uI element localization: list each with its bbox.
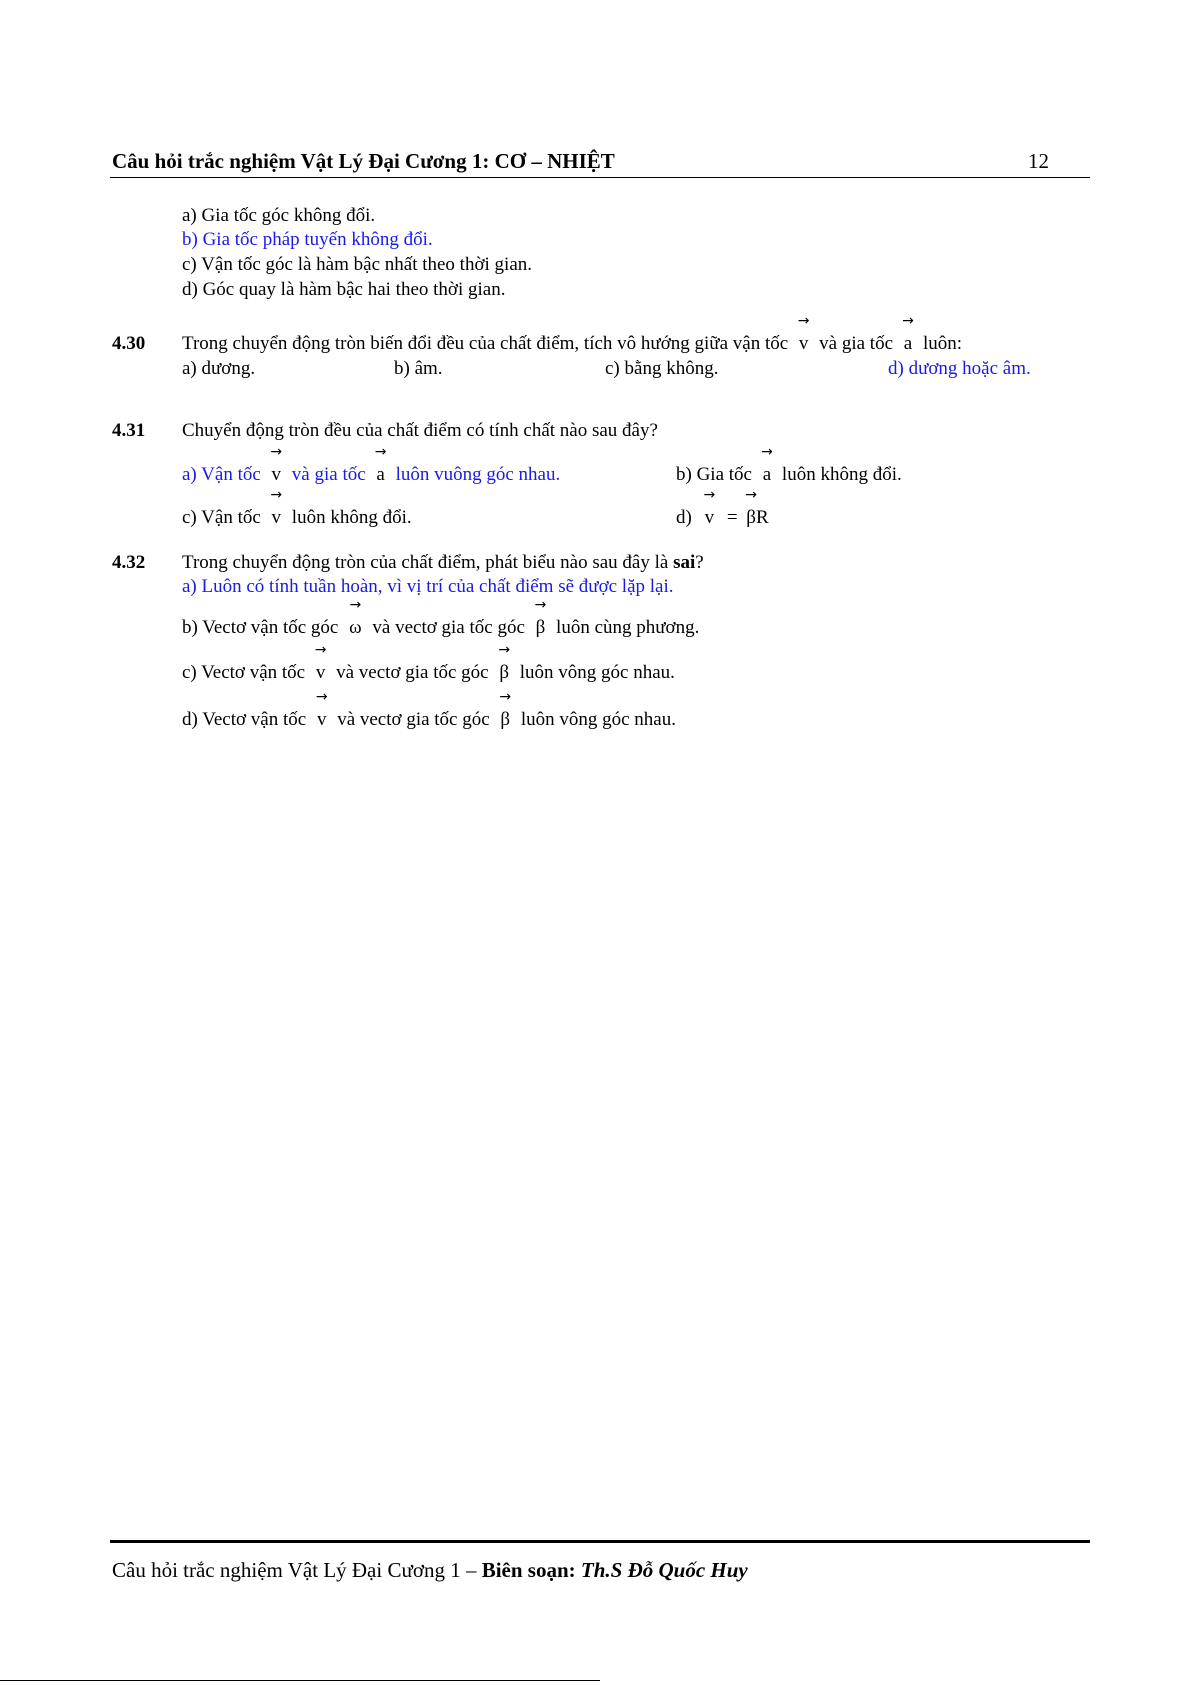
vector-arrow-icon: → — [314, 642, 327, 658]
vector-arrow-icon: → — [498, 642, 511, 658]
question-number-4-32: 4.32 — [112, 552, 146, 573]
page-header-title: Câu hỏi trắc nghiệm Vật Lý Đại Cương 1: CƠ – NHIỆT — [112, 149, 615, 173]
vector-arrow-icon: → — [499, 689, 512, 705]
vector-a — [761, 444, 773, 486]
vector-beta — [745, 487, 757, 529]
bottom-divider — [0, 1680, 600, 1681]
option-text: luôn không đổi. — [291, 507, 412, 528]
option-text: luôn vuông góc nhau. — [395, 464, 561, 485]
option-text: luôn cùng phương. — [556, 617, 700, 638]
question-number-4-30: 4.30 — [112, 333, 146, 354]
vector-symbol: v — [316, 709, 327, 730]
vector-v — [703, 487, 716, 529]
vector-arrow-icon: → — [349, 597, 362, 613]
prev-option-b-answer: b) Gia tốc pháp tuyến không đổi. — [182, 229, 433, 250]
footer-text: Câu hỏi trắc nghiệm Vật Lý Đại Cương 1 – — [112, 1558, 482, 1582]
q432-option-b — [182, 597, 700, 639]
prev-option-c: c) Vận tốc góc là hàm bậc nhất theo thời gian. — [182, 254, 532, 275]
q430-option-c: c) bằng không. — [605, 358, 719, 379]
stem-part: Trong chuyển động tròn biến đổi đều của chất điểm, tích vô hướng giữa vận tốc — [182, 333, 789, 354]
q431-option-d — [676, 487, 769, 529]
question-4-30-stem — [182, 313, 963, 355]
vector-arrow-icon: → — [270, 444, 283, 460]
stem-part: luôn: — [922, 333, 963, 354]
page-footer — [112, 1558, 748, 1583]
q431-option-c — [182, 487, 412, 529]
vector-v — [797, 313, 810, 355]
vector-symbol: v — [271, 464, 282, 485]
q430-option-a: a) dương. — [182, 358, 256, 379]
q430-option-d-answer: d) dương hoặc âm. — [888, 358, 1031, 379]
vector-v — [315, 689, 328, 731]
prev-option-d: d) Góc quay là hàm bậc hai theo thời gian. — [182, 279, 506, 300]
option-text: luôn vông góc nhau. — [520, 709, 676, 730]
question-4-32-stem — [182, 552, 704, 574]
vector-symbol: v — [798, 333, 809, 354]
option-text: luôn vông góc nhau. — [519, 662, 675, 683]
option-text: c) Vectơ vận tốc — [182, 662, 306, 683]
vector-symbol: β — [499, 662, 510, 683]
header-divider — [110, 177, 1090, 178]
vector-a — [902, 313, 914, 355]
vector-arrow-icon: → — [270, 487, 283, 503]
vector-symbol: a — [762, 464, 772, 485]
option-text: luôn không đổi. — [781, 464, 902, 485]
vector-a — [374, 444, 387, 486]
question-number-4-31: 4.31 — [112, 420, 146, 441]
option-text: c) Vận tốc — [182, 507, 261, 528]
vector-symbol: ω — [349, 617, 362, 638]
option-text: và vectơ gia tốc góc — [336, 662, 489, 683]
radius-symbol: R — [755, 507, 769, 528]
vector-beta — [499, 689, 512, 731]
page-number: 12 — [1028, 149, 1049, 173]
q431-option-b — [676, 444, 902, 486]
vector-arrow-icon: → — [797, 313, 810, 329]
question-4-31-stem: Chuyển động tròn đều của chất điểm có tính chất nào sau đây? — [182, 420, 658, 441]
option-text: và gia tốc — [291, 464, 366, 485]
stem-part: Trong chuyển động tròn của chất điểm, phát biểu nào sau đây là — [182, 552, 669, 573]
option-text: d) Vectơ vận tốc — [182, 709, 307, 730]
option-text: và vectơ gia tốc góc — [337, 709, 490, 730]
vector-symbol: v — [315, 662, 326, 683]
vector-beta — [534, 597, 547, 639]
vector-symbol: β — [500, 709, 511, 730]
vector-symbol: a — [376, 464, 385, 485]
equals-sign: = — [726, 507, 738, 528]
vector-v — [314, 642, 327, 684]
vector-arrow-icon: → — [761, 444, 773, 460]
q432-option-a-answer: a) Luôn có tính tuần hoàn, vì vị trí của chất điểm sẽ được lặp lại. — [182, 576, 674, 597]
q432-option-d — [182, 689, 676, 731]
vector-arrow-icon: → — [902, 313, 914, 329]
footer-label: Biên soạn: — [481, 1558, 576, 1582]
q430-option-b: b) âm. — [394, 358, 443, 379]
vector-arrow-icon: → — [534, 597, 547, 613]
vector-arrow-icon: → — [745, 487, 757, 503]
option-text: và vectơ gia tốc góc — [372, 617, 525, 638]
vector-arrow-icon: → — [703, 487, 716, 503]
stem-part: và gia tốc — [819, 333, 894, 354]
vector-symbol: β — [746, 507, 756, 528]
vector-omega — [349, 597, 362, 639]
vector-arrow-icon: → — [374, 444, 387, 460]
option-text: b) Gia tốc — [676, 464, 752, 485]
vector-beta — [498, 642, 511, 684]
option-text: d) — [676, 507, 692, 528]
vector-arrow-icon: → — [315, 689, 328, 705]
question-4-32-line — [112, 552, 145, 574]
vector-symbol: v — [271, 507, 282, 528]
footer-author: Th.S Đỗ Quốc Huy — [580, 1558, 748, 1582]
q432-option-c — [182, 642, 675, 684]
stem-part: ? — [695, 552, 704, 573]
option-text: a) Vận tốc — [182, 464, 261, 485]
vector-symbol: v — [704, 507, 715, 528]
footer-divider — [110, 1540, 1090, 1543]
vector-v — [270, 487, 283, 529]
vector-symbol: β — [535, 617, 546, 638]
prev-option-a: a) Gia tốc góc không đổi. — [182, 205, 376, 226]
vector-symbol: a — [903, 333, 913, 354]
vector-v — [270, 444, 283, 486]
stem-emphasis: sai — [673, 552, 696, 573]
option-text: b) Vectơ vận tốc góc — [182, 617, 339, 638]
q431-option-a-answer — [182, 444, 561, 486]
